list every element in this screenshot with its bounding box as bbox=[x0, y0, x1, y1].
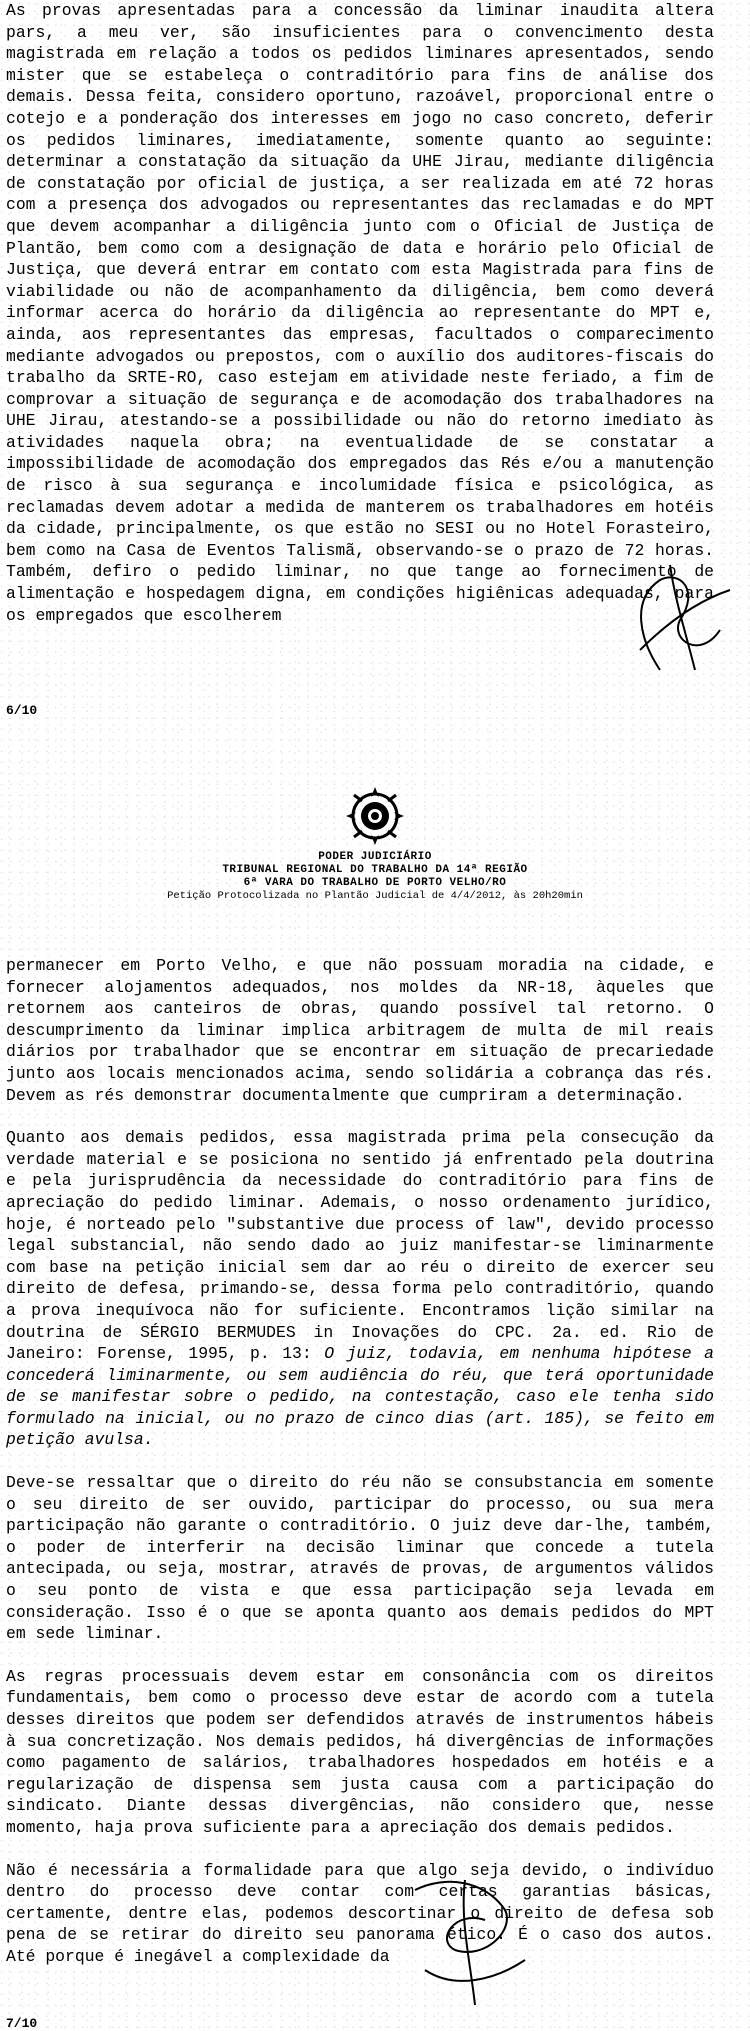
header-line-2: TRIBUNAL REGIONAL DO TRABALHO DA 14ª REGIÃO bbox=[222, 864, 528, 876]
page6-body bbox=[6, 0, 714, 626]
header-line-1: PODER JUDICIÁRIO bbox=[318, 851, 432, 863]
coat-of-arms-icon bbox=[344, 785, 406, 847]
page7-quote-italic: O juiz, todavia, em nenhuma hipótese a concederá liminarmente, ou sem audiência do réu, que terá oportunidade de se manifestar sobre o pedido, na contestação, caso ele tenha sido formulado na inicial, ou no prazo de cinco dias (art. 185), se feito em petição avulsa. bbox=[6, 1344, 714, 1450]
header-line-4: Petição Protocolizada no Plantão Judicial de 4/4/2012, às 20h20min bbox=[167, 890, 583, 902]
page6-paragraph: As provas apresentadas para a concessão da liminar inaudita altera pars, a meu ver, são insuficientes para o convencimento desta magistrada em relação a todos os pedidos liminares apresentados, sendo mister que se estabeleça o contraditório para fins de análise dos demais. Dessa feita, considero oportuno, razoável, proporcional entre o cotejo e a ponderação dos interesses em jogo no caso concreto, deferir os pedidos liminares, imediatamente, somente quanto ao seguinte: determinar a constatação da situação da UHE Jirau, mediante diligência de constatação por oficial de justiça, a ser realizada em até 72 horas com a presença dos advogados ou representantes das reclamadas e do MPT que devem acompanhar a diligência junto com o Oficial de Justiça de Plantão, bem como com a designação de data e horário pelo Oficial de Justiça, que deverá entrar em contato com esta Magistrada para fins de viabilidade ou não de acompanhamento da diligência, bem como deverá informar acerca do horário da diligência ao representante do MPT e, ainda, aos representantes das empresas, facultados o comparecimento mediante advogados ou prepostos, com o auxílio dos auditores-fiscais do trabalho da SRTE-RO, caso estejam em atividade neste feriado, a fim de comprovar a situação de segurança e de acomodação dos trabalhadores na UHE Jirau, atestando-se a possibilidade ou não do retorno imediato às atividades naquela obra; na eventualidade de se constatar a impossibilidade de acomodação dos empregados das Rés e/ou a manutenção de risco à sua segurança e incolumidade física e psicológica, as reclamadas devem adotar a medida de manterem os trabalhadores em hotéis da cidade, principalmente, os que estão no SESI ou no Hotel Forasteiro, bem como na Casa de Eventos Talismã, observando-se o prazo de 72 horas. Também, defiro o pedido liminar, no que tange ao fornecimento de alimentação e hospedagem digna, em condições higiênicas adequadas, para os empregados que escolherem bbox=[6, 1, 714, 625]
page7-paragraph-2-text: Quanto aos demais pedidos, essa magistrada prima pela consecução da verdade material e se posiciona no sentido já enfrentado pela doutrina e pela jurisprudência da necessidade do contraditório para fins de apreciação do pedido liminar. Ademais, o nosso ordenamento jurídico, hoje, é norteado pelo "substantive due process of law", devido processo legal substancial, não sendo dado ao juiz manifestar-se liminarmente com base na petição inicial sem dar ao réu o direito de exercer seu direito de defesa, primando-se, dessa forma pelo contraditório, quando a prova inequívoca não for suficiente. Encontramos lição similar na doutrina de SÉRGIO BERMUDES in Inovações do CPC. 2a. ed. Rio de Janeiro: Forense, 1995, p. 13: bbox=[6, 1128, 714, 1364]
page7-paragraph-1: permanecer em Porto Velho, e que não possuam moradia na cidade, e fornecer alojamentos adequados, nos moldes da NR-18, àqueles que retornem aos canteiros de obras, quando possível tal retorno. O descumprimento da liminar implica arbitragem de multa de mil reais diários por trabalhador que se encontrar em situação de precariedade junto aos locais mencionados acima, sendo solidária a cobrança das rés. Devem as rés demonstrar documentalmente que cumpriram a determinação. bbox=[6, 956, 714, 1105]
court-header bbox=[0, 785, 750, 903]
header-line-3: 6ª VARA DO TRABALHO DE PORTO VELHO/RO bbox=[243, 877, 507, 889]
page7-paragraph-2 bbox=[6, 1127, 714, 1451]
page7-paragraph-4: As regras processuais devem estar em consonância com os direitos fundamentais, bem como o processo deve estar de acordo com a tutela desses direitos que podem ser defendidos através de instrumentos hábeis à sua concretização. Nos demais pedidos, há divergências de informações como pagamento de salários, trabalhadores hospedados em hotéis e a regularização de dispensa sem justa causa com a participação do sindicato. Diante dessas divergências, não considero que, nesse momento, haja prova suficiente para a apreciação dos demais pedidos. bbox=[6, 1666, 714, 1837]
handwritten-signature-2 bbox=[395, 1870, 535, 2010]
page7-paragraph-5: Não é necessária a formalidade para que algo seja devido, o indivíduo dentro do processo deve contar com certas garantias básicas, certamente, dentre elas, podemos descortinar o direito de defesa sob pena de se retirar do direito seu panorama ético. É o caso dos autos. Até porque é inegável a complexidade da bbox=[6, 1860, 714, 1966]
handwritten-signature bbox=[600, 560, 740, 680]
page-number: 6/10 bbox=[6, 703, 38, 718]
page-number-2: 7/10 bbox=[6, 2016, 38, 2031]
page7-body bbox=[6, 955, 714, 1968]
page7-paragraph-3: Deve-se ressaltar que o direito do réu não se consubstancia em somente o seu direito de ser ouvido, participar do processo, ou sua mera participação não garante o contraditório. O juiz deve dar-lhe, também, o poder de interferir na decisão liminar que concede a tutela antecipada, ou seja, mostrar, através de provas, de argumentos válidos o seu ponto de vista e que essa participação seja levada em consideração. Isso é o que se aponta quanto aos demais pedidos do MPT em sede liminar. bbox=[6, 1473, 714, 1644]
